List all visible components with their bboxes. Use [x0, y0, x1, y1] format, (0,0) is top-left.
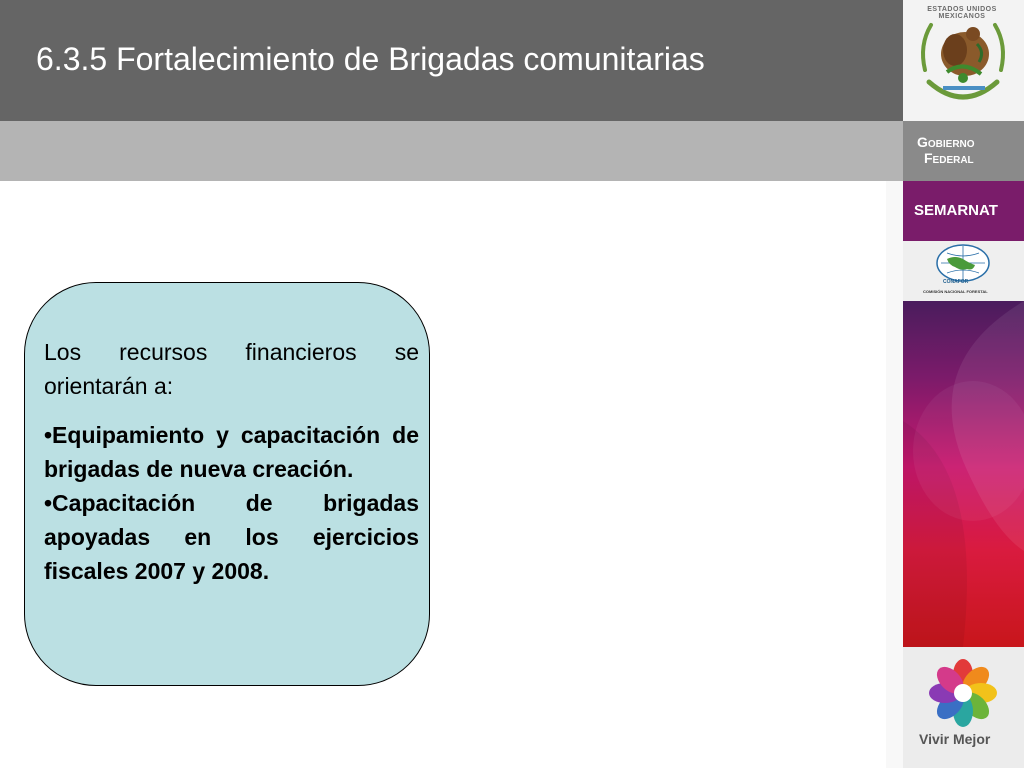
page-title: 6.3.5 Fortalecimiento de Brigadas comunitarias	[36, 41, 705, 77]
decorative-swoosh-icon	[903, 301, 1024, 647]
decorative-color-band	[903, 301, 1024, 647]
conafor-name: CONAFOR	[943, 279, 969, 285]
title-bar	[0, 0, 903, 121]
bullet-item-equipment: •Equipamiento y capacitación de brigadas de nueva creación.	[44, 422, 419, 482]
callout-box	[24, 282, 430, 686]
seal-inscription: ESTADOS UNIDOS MEXICANOS	[927, 6, 997, 20]
gobierno-federal-logo	[903, 121, 1024, 181]
vivir-mejor-logo	[903, 647, 1024, 768]
vivir-mejor-label: Vivir Mejor	[919, 731, 991, 747]
callout-intro: Los recursos financieros se orientarán a:	[44, 339, 419, 399]
sidebar-gutter	[886, 181, 903, 768]
subtitle-band	[0, 121, 903, 181]
conafor-logo	[903, 241, 1024, 301]
sidebar-logos	[903, 0, 1024, 768]
national-seal	[903, 0, 1024, 121]
semarnat-logo	[903, 181, 1024, 241]
conafor-full-name: COMISIÓN NACIONAL FORESTAL	[923, 289, 988, 294]
bullet-item-training: •Capacitación de brigadas apoyadas en los ejercicios fiscales 2007 y 2008.	[44, 490, 419, 584]
federal-label: Federal	[924, 150, 974, 166]
flower-icon	[903, 647, 1024, 727]
semarnat-label: SEMARNAT	[914, 202, 998, 219]
gobierno-label: Gobierno	[917, 134, 975, 150]
callout-content	[44, 335, 419, 588]
